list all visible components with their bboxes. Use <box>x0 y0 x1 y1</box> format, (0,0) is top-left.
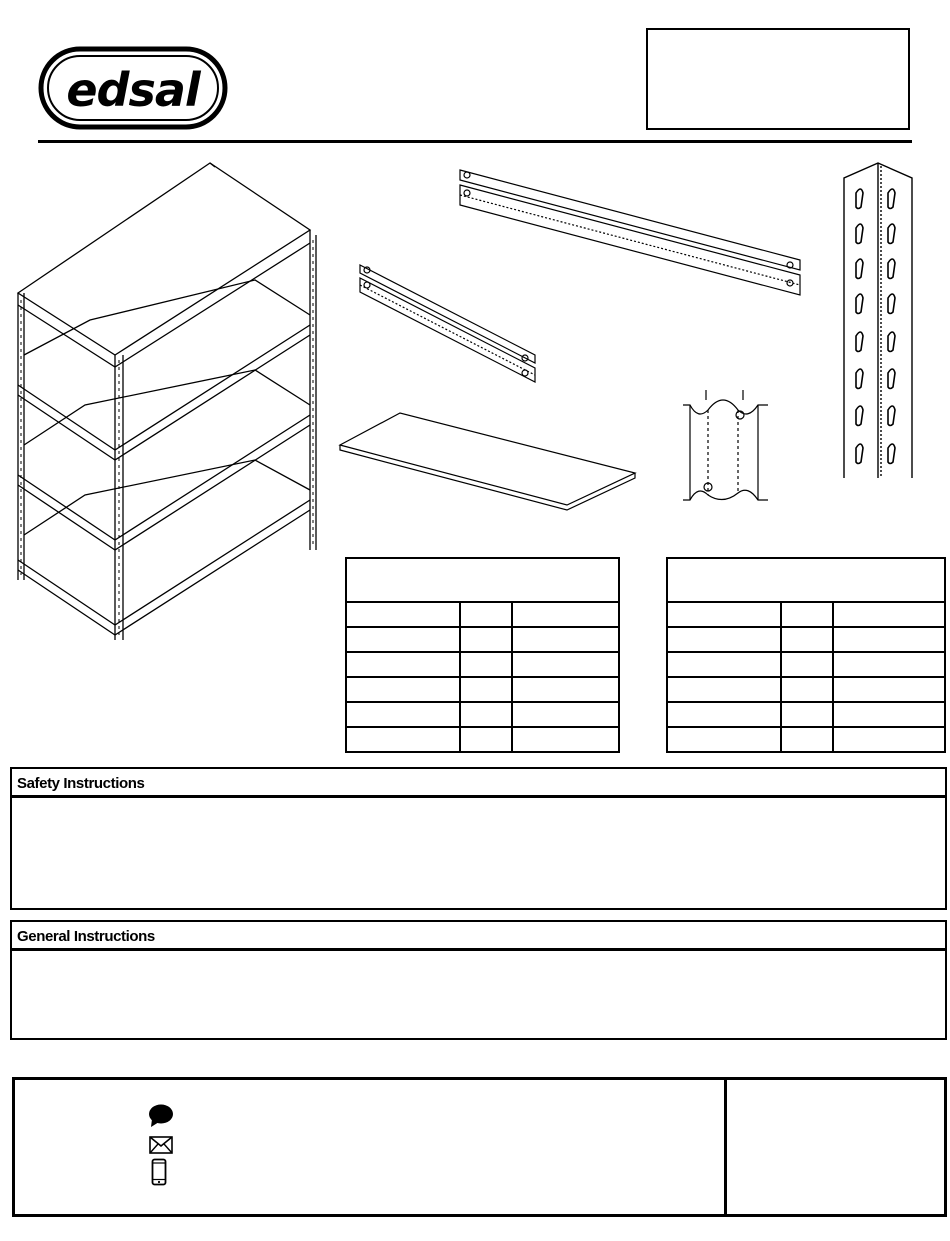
table-cell <box>460 702 512 727</box>
table-cell <box>781 677 833 702</box>
table-cell <box>833 627 945 652</box>
contact-chat-row <box>148 1104 182 1128</box>
speech-bubble-icon <box>148 1104 174 1128</box>
table-cell <box>781 702 833 727</box>
parts-table-left-title <box>346 558 619 602</box>
shelving-unit-illustration <box>10 155 320 650</box>
table-cell <box>512 652 619 677</box>
table-cell <box>346 677 460 702</box>
header-divider <box>38 140 912 143</box>
table-cell <box>667 677 781 702</box>
envelope-icon <box>149 1136 173 1154</box>
table-cell <box>512 677 619 702</box>
mobile-phone-icon <box>151 1158 167 1186</box>
table-cell <box>460 602 512 627</box>
table-cell <box>460 627 512 652</box>
contact-phone-row <box>151 1160 175 1184</box>
short-beam-illustration <box>355 260 540 385</box>
table-cell <box>833 702 945 727</box>
table-cell <box>460 677 512 702</box>
shelf-panel-illustration <box>335 405 640 515</box>
upright-post-illustration <box>838 158 918 478</box>
table-cell <box>346 652 460 677</box>
safety-instructions-section <box>10 767 947 910</box>
table-cell <box>460 727 512 752</box>
safety-instructions-body <box>12 798 945 810</box>
table-cell <box>781 602 833 627</box>
table-cell <box>512 702 619 727</box>
table-cell <box>512 602 619 627</box>
contact-email-row <box>149 1133 181 1157</box>
table-cell <box>346 602 460 627</box>
table-cell <box>667 702 781 727</box>
table-cell <box>833 727 945 752</box>
safety-instructions-title: Safety Instructions <box>12 769 945 798</box>
table-cell <box>460 652 512 677</box>
edsal-logo <box>38 46 228 130</box>
table-cell <box>667 727 781 752</box>
table-cell <box>833 677 945 702</box>
contact-box <box>12 1077 947 1217</box>
table-cell <box>833 652 945 677</box>
table-cell <box>512 627 619 652</box>
parts-table-right <box>666 557 946 753</box>
general-instructions-title: General Instructions <box>12 922 945 951</box>
parts-table-right-title <box>667 558 945 602</box>
parts-table-left <box>345 557 620 753</box>
table-cell <box>667 602 781 627</box>
table-cell <box>512 727 619 752</box>
table-cell <box>346 727 460 752</box>
table-cell <box>346 702 460 727</box>
general-instructions-body <box>12 951 945 963</box>
post-detail-illustration <box>678 385 783 510</box>
contact-divider <box>724 1080 727 1214</box>
general-instructions-section <box>10 920 947 1040</box>
table-cell <box>781 727 833 752</box>
table-cell <box>833 602 945 627</box>
title-box <box>646 28 910 130</box>
table-cell <box>667 627 781 652</box>
table-cell <box>346 627 460 652</box>
logo-wordmark: edsal <box>66 63 200 117</box>
table-cell <box>781 627 833 652</box>
table-cell <box>667 652 781 677</box>
table-cell <box>781 652 833 677</box>
